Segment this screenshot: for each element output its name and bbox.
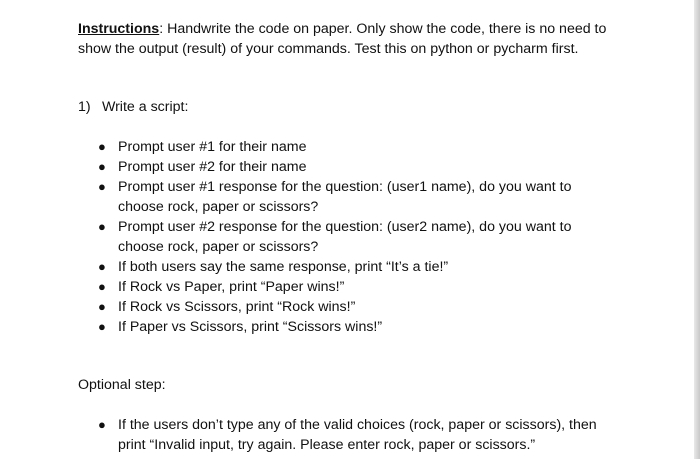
list-item-text: If Paper vs Scissors, print “Scissors wins!” [118, 319, 383, 335]
bullet-icon: ● [98, 159, 106, 174]
list-item-text: Prompt user #2 response for the question: (user2 name), do you want to choose rock, paper or scissors? [118, 219, 572, 255]
list-item-text: If Rock vs Scissors, print “Rock wins!” [118, 299, 356, 315]
list-item-text: If Rock vs Paper, print “Paper wins!” [118, 279, 345, 295]
bullet-icon: ● [98, 179, 106, 194]
list-item-text: Prompt user #1 for their name [118, 139, 307, 155]
list-item-text: Prompt user #1 response for the question: (user1 name), do you want to choose rock, paper or scissors? [118, 179, 572, 215]
bullet-icon: ● [98, 279, 106, 294]
list-item [78, 137, 608, 157]
instructions-paragraph [78, 19, 638, 59]
bullet-icon: ● [98, 417, 106, 432]
list-item [78, 277, 608, 297]
list-item-text: If both users say the same response, print “It’s a tie!” [118, 259, 449, 275]
bullet-icon: ● [98, 319, 106, 334]
instructions-text: : Handwrite the code on paper. Only show the code, there is no need to show the output (result) of your commands. Test this on python or pycharm first. [78, 21, 607, 57]
list-item [78, 177, 608, 217]
list-item [78, 317, 608, 337]
list-item [78, 157, 608, 177]
instructions-lead: Instructions [78, 21, 160, 37]
task-title: Write a script: [101, 99, 189, 115]
task-number: 1) [78, 99, 91, 115]
bullet-icon: ● [98, 219, 106, 234]
bullet-icon: ● [98, 139, 106, 154]
bullet-icon: ● [98, 299, 106, 314]
optional-heading: Optional step: [78, 377, 166, 393]
page-edge-shadow [694, 0, 700, 459]
list-item [78, 415, 608, 455]
task-bullet-list [78, 137, 638, 337]
list-item [78, 257, 608, 277]
document [78, 19, 638, 455]
list-item-text: If the users don’t type any of the valid choices (rock, paper or scissors), then print “Invalid input, try again. Please enter rock, paper or scissors.” [118, 417, 597, 453]
list-item [78, 297, 608, 317]
bullet-icon: ● [98, 259, 106, 274]
list-item-text: Prompt user #2 for their name [118, 159, 307, 175]
list-item [78, 217, 608, 257]
optional-bullet-list [78, 415, 638, 455]
task-heading [78, 97, 638, 117]
